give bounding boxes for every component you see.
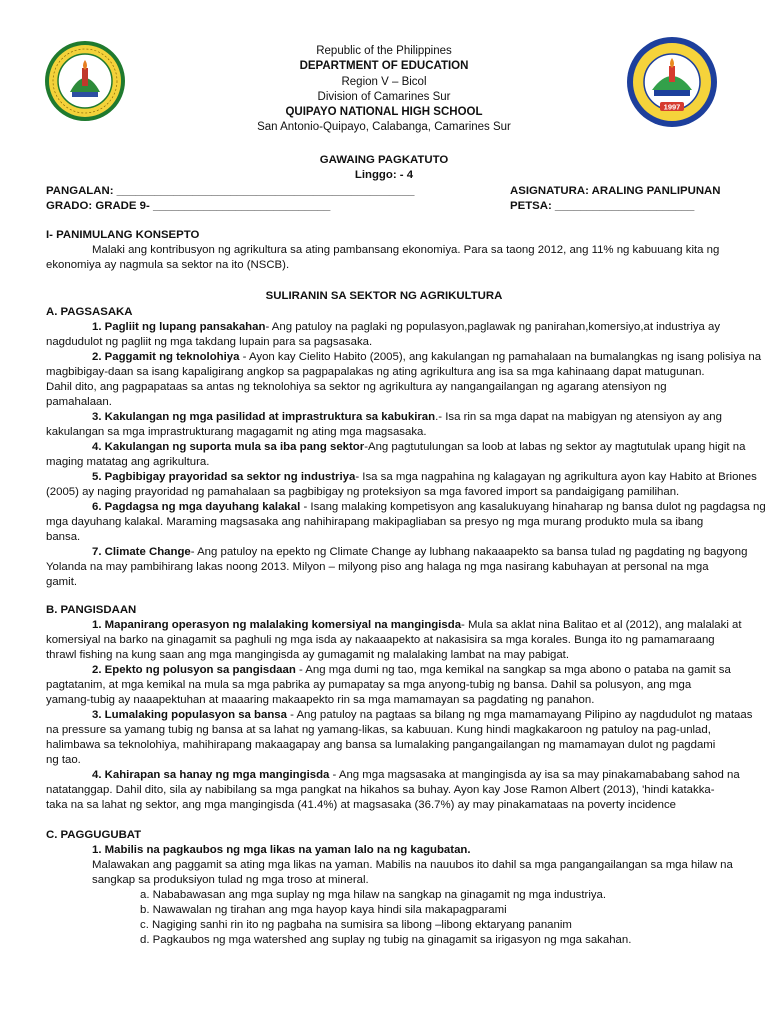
item-line — [92, 545, 748, 560]
item-text: yamang-tubig ay naaapektuhan at maaaring makaapekto rin sa mga mamamayan sa pagdating ng panahon. — [46, 694, 595, 706]
item-text: gamit. — [46, 576, 78, 588]
item-title: 3. Lumalaking populasyon sa bansa — [92, 709, 287, 721]
list-item — [46, 440, 746, 470]
item-title: 7. Climate Change — [92, 546, 191, 558]
item-text: - Ang patuloy na pagtaas sa bilang ng mga mamamayang Pilipino ay nagdudulot ng mataas — [286, 709, 753, 721]
item-text: -Ang pagtutulungan sa loob at labas ng sektor ay magtutulak upang higit na — [364, 441, 746, 453]
section-heading-pagsasaka: A. PAGSASAKA — [46, 306, 133, 318]
address-line: San Antonio-Quipayo, Calabanga, Camarines Sur — [257, 121, 511, 134]
item-text: halimbawa sa teknolohiya, mahihirapang makaagapay ang bansa sa lumalaking pangangailangan ng mamamayan dulot ng pagdami — [46, 739, 716, 751]
item-title: 1. Mapanirang operasyon ng malalaking komersiyal na mangingisda — [92, 619, 462, 631]
item-title: 1. Pagliit ng lupang pansakahan — [92, 321, 266, 333]
item-text: - Isang malaking kompetisyon ang kasalukuyang hinaharap ng bansa dulot ng pagdagsa ng — [300, 501, 766, 513]
item-title: 5. Pagbibigay prayoridad sa sektor ng industriya — [92, 471, 356, 483]
item-text: - Ayon kay Cielito Habito (2005), ang kakulangan ng pamahalaan na bumalangkas ng isang polisiya na — [239, 351, 762, 363]
item-text: - Isa sa mga nagpahina ng kalagayan ng agrikultura ayon kay Habito at Briones — [355, 471, 757, 483]
item-line — [46, 560, 732, 575]
division-office-seal — [44, 40, 126, 122]
seal-year: 1997 — [663, 102, 681, 112]
sub-list-item: d. Pagkaubos ng mga watershed ang suplay ng tubig na ginagamit sa irigasyon ng mga sakahan. — [140, 934, 632, 946]
item-text: Dahil dito, ang pagpapataas sa antas ng teknolohiya sa sektor ng agrikultura ay nangangailangan ng agarang atensiyon ng — [46, 381, 667, 393]
item-line — [92, 708, 753, 723]
item-line — [46, 485, 732, 500]
item-text: - Ang mga magsasaka at mangingisda ay isa sa may pinakamababang sahod na — [329, 769, 740, 781]
item-line — [92, 470, 757, 485]
item-text: ng tao. — [46, 754, 81, 766]
item-line — [46, 395, 732, 410]
country-line: Republic of the Philippines — [316, 45, 452, 57]
name-field: PANGALAN: _______________________________________________ — [46, 185, 415, 197]
item-text: komersiyal na barko na ginagamit sa paghuli ng mga isda ay nakaaapekto at nakasisira sa mga korales. Bunga ito ng pamamaraang — [46, 634, 715, 646]
item-line — [92, 320, 732, 335]
sub-list-item: b. Nawawalan ng tirahan ang mga hayop kaya hindi sila makapagparami — [140, 904, 507, 916]
item-title: 6. Pagdagsa ng mga dayuhang kalakal — [92, 501, 301, 513]
pangisdaan-list — [46, 618, 753, 813]
paragraph-line: sangkap sa produksiyon tulad ng mga troso at mineral. — [92, 874, 369, 886]
item-text: Yolanda na may pambihirang lakas noong 2013. Milyon – milyong piso ang halaga ng mga nasirang kabuhayan at personal na mga — [46, 561, 709, 573]
list-item — [46, 410, 732, 440]
item-line — [46, 455, 732, 470]
sub-list-item: a. Nababawasan ang mga suplay ng mga hilaw na sangkap na ginagamit ng mga industriya. — [140, 889, 607, 901]
worksheet-title: GAWAING PAGKATUTO — [319, 154, 449, 166]
item-line — [92, 768, 740, 783]
section-heading-pangisdaan: B. PANGISDAAN — [46, 604, 137, 616]
main-heading: SULIRANIN SA SEKTOR NG AGRIKULTURA — [265, 290, 503, 302]
paggugubat-item-title: 1. Mabilis na pagkaubos ng mga likas na yaman lalo na ng kagubatan. — [92, 844, 471, 856]
item-text: mga dayuhang kalakal. Maraming magsasaka ang nahihirapang makipagliaban sa presyo ng mga murang produkto mula sa ibang — [46, 516, 704, 528]
item-line — [46, 530, 732, 545]
grade-field: GRADO: GRADE 9- ____________________________ — [46, 200, 331, 212]
item-line — [46, 365, 732, 380]
list-item — [46, 663, 732, 708]
item-line — [46, 738, 732, 753]
list-item — [46, 545, 748, 590]
item-title: 4. Kahirapan sa hanay ng mga mangingisda — [92, 769, 330, 781]
item-line — [46, 425, 732, 440]
list-item — [46, 708, 753, 768]
list-item — [46, 470, 757, 500]
item-line — [92, 663, 732, 678]
item-title: 2. Epekto ng polusyon sa pangisdaan — [92, 664, 296, 676]
paggugubat-sublist — [140, 888, 740, 948]
division-line: Division of Camarines Sur — [317, 90, 451, 103]
quipayo-nhs-seal — [626, 36, 718, 128]
item-title: 4. Kakulangan ng suporta mula sa iba pang sektor — [92, 441, 365, 453]
list-item — [46, 500, 766, 545]
item-line — [46, 693, 732, 708]
item-text: thrawl fishing na kung saan ang mga mangingisda ay gumagamit ng malalaking lambat na may pabigat. — [46, 649, 570, 661]
section-heading-paggugubat: C. PAGGUGUBAT — [46, 829, 142, 841]
item-line — [46, 335, 732, 350]
item-text: taka na sa lahat ng sektor, ang mga mangingisda (41.4%) at magsasaka (36.7%) ay may pinakamataas na poverty incidence — [46, 799, 677, 811]
subject-field: ASIGNATURA: ARALING PANLIPUNAN — [510, 185, 721, 197]
region-line: Region V – Bicol — [341, 75, 427, 88]
item-line — [46, 723, 732, 738]
list-item — [46, 320, 732, 350]
item-line — [46, 798, 732, 813]
item-text: bansa. — [46, 531, 81, 543]
list-item — [46, 618, 742, 663]
item-line — [92, 440, 746, 455]
item-text: - Mula sa aklat nina Balitao et al (2012), ang malalaki at — [461, 619, 742, 631]
intro-line-2: ekonomiya ay nagmula sa sektor na ito (NSCB). — [46, 259, 290, 271]
item-text: pagtatanim, at mga kemikal na mula sa mga pabrika ay pumapatay sa mga anyong-tubig ng bansa. Dahil sa polusyon, ang mga — [46, 679, 692, 691]
item-text: (2005) ay naging prayoridad ng pamahalaan sa pagbibigay ng proteksiyon sa mga favored import sa pandaigigang pamilihan. — [46, 486, 680, 498]
paragraph-line: Malawakan ang paggamit sa ating mga likas na yaman. Mabilis na nauubos ito dahil sa mga pangangailangan sa mga hilaw na — [92, 859, 733, 871]
item-line — [46, 515, 732, 530]
department-line: DEPARTMENT OF EDUCATION — [299, 60, 469, 73]
paggugubat-text — [92, 858, 732, 888]
item-line — [92, 410, 732, 425]
item-line — [46, 753, 732, 768]
item-text: - Ang patuloy na epekto ng Climate Change ay lubhang nakaaapekto sa bansa tulad ng pagdating ng bagyong — [190, 546, 748, 558]
section-heading-panimula: I- PANIMULANG KONSEPTO — [46, 229, 200, 241]
week-label: Linggo: - 4 — [354, 169, 414, 181]
item-text: natatanggap. Dahil dito, sila ay nabibilang sa mga pangkat na hikahos sa buhay. Ayon kay Jose Ramon Albert (2013), 'hindi katakka- — [46, 784, 715, 796]
pagsasaka-list — [46, 320, 766, 590]
sub-list-item: c. Nagiging sanhi rin ito ng pagbaha na sumisira sa libong –libong ektaryang pananim — [140, 919, 572, 931]
item-text: na pressure sa yamang tubig ng bansa at sa lahat ng yamang-likas, sa kabuuan. Kung hindi magkakaroon ng patuloy na pag-unlad, — [46, 724, 711, 736]
intro-line-1: Malaki ang kontribusyon ng agrikultura sa ating pambansang ekonomiya. Para sa taong 2012, ang 11% ng kabuuang kita ng — [92, 244, 720, 256]
item-text: pamahalaan. — [46, 396, 112, 408]
item-text: .- Isa rin sa mga dapat na mabigyan ng atensiyon ay ang — [435, 411, 722, 423]
item-text: maging matatag ang agrikultura. — [46, 456, 210, 468]
item-text: nagdudulot ng pagliit ng mga takdang lupain para sa pagsasaka. — [46, 336, 373, 348]
item-line — [92, 500, 766, 515]
item-line — [92, 350, 762, 365]
item-text: - Ang mga dumi ng tao, mga kemikal na sangkap sa mga abono o pataba na gamit sa — [295, 664, 731, 676]
item-line — [46, 648, 732, 663]
school-line: QUIPAYO NATIONAL HIGH SCHOOL — [285, 106, 483, 119]
item-line — [46, 380, 732, 395]
list-item — [46, 768, 740, 813]
item-text: magbibigay-daan sa isang kapaligirang angkop sa pagpapalakas ng ating agrikultura ang isa sa mga kahinaang dapat matugunan. — [46, 366, 705, 378]
item-line — [46, 678, 732, 693]
item-text: kakulangan sa mga imprastrukturang magagamit ng ating mga magsasaka. — [46, 426, 427, 438]
list-item — [46, 350, 762, 410]
item-line — [46, 633, 732, 648]
item-text: - Ang patuloy na paglaki ng populasyon,paglawak ng panirahan,komersiyo,at industriya ay — [265, 321, 721, 333]
letterhead — [150, 44, 618, 136]
item-line — [92, 618, 742, 633]
item-title: 3. Kakulangan ng mga pasilidad at imprastruktura sa kabukiran — [92, 411, 436, 423]
item-title: 2. Paggamit ng teknolohiya — [92, 351, 240, 363]
item-line — [46, 783, 732, 798]
date-field: PETSA: ______________________ — [510, 200, 695, 212]
item-line — [46, 575, 732, 590]
